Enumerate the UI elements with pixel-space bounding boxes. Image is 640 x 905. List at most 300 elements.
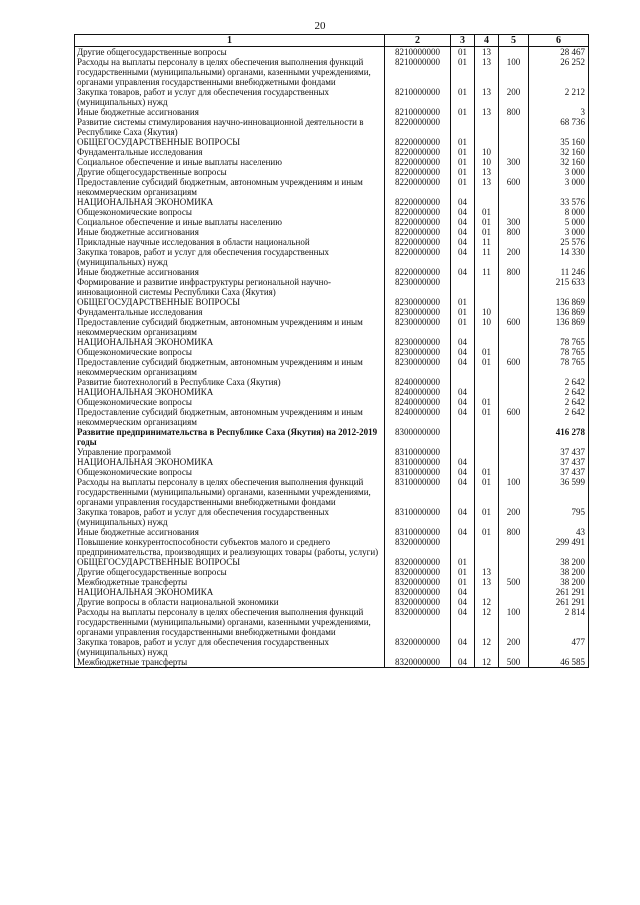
row-name-cell: Другие вопросы в области национальной экономики [75,597,385,607]
row-subsection-cell: 10 [475,157,499,167]
row-expense-type-cell [499,377,529,387]
row-section-cell: 04 [451,207,475,217]
row-code-cell: 8230000000 [385,317,451,337]
row-amount-cell: 2 642 [529,387,589,397]
row-code-cell: 8230000000 [385,357,451,377]
row-name-cell: Закупка товаров, работ и услуг для обеспечения государственных (муниципальных) нужд [75,507,385,527]
table-row [75,147,589,157]
table-row [75,357,589,377]
row-section-cell [451,277,475,297]
row-expense-type-cell [499,397,529,407]
row-expense-type-cell [499,447,529,457]
table-row [75,637,589,657]
row-name-cell: НАЦИОНАЛЬНАЯ ЭКОНОМИКА [75,387,385,397]
row-name-cell: Межбюджетные трансферты [75,657,385,668]
table-row [75,567,589,577]
column-header-1: 1 [75,35,385,47]
row-code-cell: 8230000000 [385,277,451,297]
row-subsection-cell: 01 [475,207,499,217]
table-row [75,527,589,537]
row-code-cell: 8220000000 [385,247,451,267]
row-expense-type-cell: 100 [499,57,529,87]
row-name-cell: Общеэкономические вопросы [75,467,385,477]
row-expense-type-cell [499,147,529,157]
row-subsection-cell: 13 [475,167,499,177]
row-expense-type-cell: 600 [499,177,529,197]
row-amount-cell: 14 330 [529,247,589,267]
row-name-cell: Общеэкономические вопросы [75,207,385,217]
row-subsection-cell [475,587,499,597]
row-code-cell: 8310000000 [385,507,451,527]
row-subsection-cell: 12 [475,597,499,607]
table-row [75,507,589,527]
row-amount-cell: 416 278 [529,427,589,447]
row-expense-type-cell: 600 [499,407,529,427]
row-code-cell: 8220000000 [385,217,451,227]
column-header-5: 5 [499,35,529,47]
row-code-cell: 8320000000 [385,567,451,577]
row-amount-cell: 8 000 [529,207,589,217]
table-row [75,57,589,87]
table-row [75,47,589,58]
row-section-cell: 01 [451,567,475,577]
row-subsection-cell: 13 [475,47,499,58]
row-name-cell: Закупка товаров, работ и услуг для обеспечения государственных (муниципальных) нужд [75,637,385,657]
row-section-cell: 04 [451,247,475,267]
row-code-cell: 8320000000 [385,637,451,657]
row-amount-cell: 78 765 [529,337,589,347]
table-row [75,267,589,277]
row-name-cell: Социальное обеспечение и иные выплаты населению [75,217,385,227]
table-row [75,477,589,507]
row-code-cell: 8220000000 [385,167,451,177]
column-header-4: 4 [475,35,499,47]
row-code-cell: 8310000000 [385,477,451,507]
column-header-2: 2 [385,35,451,47]
row-section-cell: 04 [451,597,475,607]
row-subsection-cell: 10 [475,307,499,317]
row-code-cell: 8300000000 [385,427,451,447]
row-code-cell: 8220000000 [385,177,451,197]
row-expense-type-cell: 300 [499,157,529,167]
row-expense-type-cell [499,337,529,347]
row-subsection-cell: 13 [475,57,499,87]
table-row [75,337,589,347]
row-amount-cell: 35 160 [529,137,589,147]
table-row [75,467,589,477]
table-row [75,597,589,607]
row-expense-type-cell: 600 [499,357,529,377]
row-amount-cell: 215 633 [529,277,589,297]
row-section-cell: 01 [451,307,475,317]
table-row [75,427,589,447]
row-section-cell: 04 [451,357,475,377]
table-row [75,537,589,557]
row-code-cell: 8230000000 [385,307,451,317]
row-subsection-cell [475,137,499,147]
column-header-6: 6 [529,35,589,47]
table-row [75,347,589,357]
row-expense-type-cell: 800 [499,267,529,277]
row-expense-type-cell [499,427,529,447]
row-section-cell: 04 [451,227,475,237]
row-amount-cell: 38 200 [529,567,589,577]
row-section-cell: 01 [451,557,475,567]
row-name-cell: НАЦИОНАЛЬНАЯ ЭКОНОМИКА [75,337,385,347]
table-row [75,457,589,467]
row-name-cell: НАЦИОНАЛЬНАЯ ЭКОНОМИКА [75,457,385,467]
row-amount-cell: 5 000 [529,217,589,227]
row-name-cell: Иные бюджетные ассигнования [75,267,385,277]
row-expense-type-cell [499,457,529,467]
table-row [75,197,589,207]
row-subsection-cell: 13 [475,577,499,587]
row-amount-cell: 43 [529,527,589,537]
row-code-cell: 8220000000 [385,227,451,237]
row-subsection-cell: 12 [475,637,499,657]
row-subsection-cell: 10 [475,317,499,337]
table-row [75,137,589,147]
row-name-cell: Предоставление субсидий бюджетным, автономным учреждениям и иным некоммерческим организациям [75,177,385,197]
row-subsection-cell [475,117,499,137]
page-number: 20 [314,20,326,32]
row-name-cell: Закупка товаров, работ и услуг для обеспечения государственных (муниципальных) нужд [75,247,385,267]
row-subsection-cell: 01 [475,347,499,357]
row-section-cell: 04 [451,397,475,407]
table-row [75,587,589,597]
table-row [75,157,589,167]
row-amount-cell: 2 642 [529,377,589,387]
row-expense-type-cell: 200 [499,247,529,267]
row-subsection-cell [475,297,499,307]
row-subsection-cell [475,457,499,467]
row-amount-cell: 37 437 [529,447,589,457]
row-amount-cell: 261 291 [529,587,589,597]
row-expense-type-cell [499,167,529,177]
row-section-cell: 01 [451,157,475,167]
row-section-cell: 04 [451,587,475,597]
table-row [75,87,589,107]
row-amount-cell: 32 160 [529,147,589,157]
row-amount-cell: 136 869 [529,307,589,317]
row-expense-type-cell: 500 [499,577,529,587]
row-amount-cell: 299 491 [529,537,589,557]
row-name-cell: Расходы на выплаты персоналу в целях обеспечения выполнения функций государственными (муниципальными) органами, казенными учреждениями, органами управления государственными внебюджетными фондами [75,57,385,87]
budget-table [74,34,589,668]
row-name-cell: Фундаментальные исследования [75,147,385,157]
row-expense-type-cell: 300 [499,217,529,227]
row-section-cell [451,377,475,387]
row-subsection-cell: 01 [475,477,499,507]
table-row [75,407,589,427]
row-subsection-cell: 10 [475,147,499,157]
row-expense-type-cell: 500 [499,657,529,668]
row-name-cell: Фундаментальные исследования [75,307,385,317]
row-subsection-cell: 01 [475,217,499,227]
row-subsection-cell [475,557,499,567]
row-expense-type-cell [499,387,529,397]
table-body [75,47,589,668]
row-amount-cell: 26 252 [529,57,589,87]
row-subsection-cell: 13 [475,87,499,107]
row-subsection-cell: 01 [475,357,499,377]
row-expense-type-cell: 200 [499,507,529,527]
row-expense-type-cell [499,537,529,557]
row-amount-cell: 38 200 [529,557,589,567]
table-row [75,397,589,407]
row-amount-cell: 795 [529,507,589,527]
row-code-cell: 8220000000 [385,137,451,147]
row-subsection-cell: 01 [475,507,499,527]
row-section-cell: 01 [451,317,475,337]
row-code-cell: 8230000000 [385,337,451,347]
table-header [75,35,589,47]
table-row [75,217,589,227]
row-section-cell: 01 [451,577,475,587]
row-subsection-cell [475,447,499,457]
row-name-cell: Предоставление субсидий бюджетным, автономным учреждениям и иным некоммерческим организациям [75,357,385,377]
row-name-cell: Развитие предпринимательства в Республике Саха (Якутия) на 2012-2019 годы [75,427,385,447]
row-amount-cell: 38 200 [529,577,589,587]
row-expense-type-cell [499,197,529,207]
row-subsection-cell: 11 [475,267,499,277]
row-section-cell: 04 [451,337,475,347]
row-subsection-cell: 01 [475,407,499,427]
row-section-cell: 01 [451,137,475,147]
row-subsection-cell: 12 [475,657,499,668]
row-subsection-cell [475,427,499,447]
row-code-cell: 8240000000 [385,377,451,387]
row-subsection-cell [475,377,499,387]
row-subsection-cell: 01 [475,227,499,237]
row-section-cell: 04 [451,347,475,357]
row-expense-type-cell: 200 [499,637,529,657]
row-subsection-cell [475,387,499,397]
row-section-cell [451,427,475,447]
table-row [75,247,589,267]
row-expense-type-cell [499,567,529,577]
row-expense-type-cell [499,237,529,247]
row-section-cell: 04 [451,467,475,477]
row-code-cell: 8310000000 [385,467,451,477]
row-expense-type-cell [499,277,529,297]
row-code-cell: 8320000000 [385,657,451,668]
table-row [75,447,589,457]
row-subsection-cell [475,537,499,557]
row-section-cell: 04 [451,477,475,507]
row-expense-type-cell: 800 [499,107,529,117]
table-row [75,167,589,177]
row-amount-cell: 2 642 [529,407,589,427]
row-amount-cell: 136 869 [529,297,589,307]
row-section-cell: 01 [451,47,475,58]
row-subsection-cell: 01 [475,397,499,407]
row-section-cell: 01 [451,297,475,307]
row-amount-cell: 28 467 [529,47,589,58]
row-amount-cell: 136 869 [529,317,589,337]
row-name-cell: Прикладные научные исследования в области национальной [75,237,385,247]
row-expense-type-cell: 100 [499,607,529,637]
row-name-cell: Расходы на выплаты персоналу в целях обеспечения выполнения функций государственными (муниципальными) органами, казенными учреждениями, органами управления государственными внебюджетными фондами [75,607,385,637]
row-code-cell: 8230000000 [385,347,451,357]
row-subsection-cell: 13 [475,107,499,117]
row-name-cell: Другие общегосударственные вопросы [75,47,385,58]
row-amount-cell: 68 736 [529,117,589,137]
row-expense-type-cell [499,347,529,357]
row-expense-type-cell: 800 [499,227,529,237]
row-section-cell: 04 [451,387,475,397]
table-row [75,117,589,137]
row-section-cell: 04 [451,237,475,247]
row-code-cell: 8320000000 [385,597,451,607]
table-row [75,207,589,217]
row-code-cell: 8210000000 [385,107,451,117]
row-name-cell: НАЦИОНАЛЬНАЯ ЭКОНОМИКА [75,197,385,207]
row-name-cell: Иные бюджетные ассигнования [75,227,385,237]
row-section-cell: 01 [451,107,475,117]
row-expense-type-cell [499,117,529,137]
row-subsection-cell: 13 [475,177,499,197]
row-name-cell: Закупка товаров, работ и услуг для обеспечения государственных (муниципальных) нужд [75,87,385,107]
row-section-cell: 04 [451,527,475,537]
row-amount-cell: 3 000 [529,177,589,197]
table-row [75,227,589,237]
row-expense-type-cell [499,207,529,217]
row-code-cell: 8230000000 [385,297,451,307]
row-subsection-cell: 01 [475,467,499,477]
row-subsection-cell [475,337,499,347]
row-amount-cell: 2 814 [529,607,589,637]
row-code-cell: 8320000000 [385,587,451,597]
row-amount-cell: 477 [529,637,589,657]
row-amount-cell: 3 000 [529,227,589,237]
row-code-cell: 8320000000 [385,607,451,637]
row-code-cell: 8320000000 [385,557,451,567]
row-section-cell: 01 [451,57,475,87]
table-row [75,607,589,637]
row-amount-cell: 36 599 [529,477,589,507]
row-code-cell: 8310000000 [385,527,451,537]
row-code-cell: 8210000000 [385,87,451,107]
row-name-cell: Иные бюджетные ассигнования [75,527,385,537]
row-expense-type-cell [499,597,529,607]
row-section-cell: 01 [451,167,475,177]
row-subsection-cell: 12 [475,607,499,637]
row-code-cell: 8220000000 [385,147,451,157]
row-name-cell: Общеэкономические вопросы [75,397,385,407]
table-row [75,297,589,307]
row-code-cell: 8210000000 [385,57,451,87]
row-code-cell: 8210000000 [385,47,451,58]
row-expense-type-cell: 100 [499,477,529,507]
row-name-cell: Повышение конкурентоспособности субъектов малого и среднего предпринимательства, производящих и реализующих товары (работы, услуги) [75,537,385,557]
row-amount-cell: 78 765 [529,347,589,357]
row-section-cell: 04 [451,507,475,527]
row-expense-type-cell: 200 [499,87,529,107]
row-name-cell: Расходы на выплаты персоналу в целях обеспечения выполнения функций государственными (муниципальными) органами, казенными учреждениями, органами управления государственными внебюджетными фондами [75,477,385,507]
row-expense-type-cell [499,47,529,58]
table-row [75,557,589,567]
row-amount-cell: 2 212 [529,87,589,107]
row-section-cell: 01 [451,147,475,157]
row-code-cell: 8220000000 [385,117,451,137]
row-code-cell: 8240000000 [385,407,451,427]
row-code-cell: 8220000000 [385,207,451,217]
row-section-cell: 04 [451,407,475,427]
row-name-cell: Формирование и развитие инфраструктуры региональной научно-инновационной системы Республики Саха (Якутия) [75,277,385,297]
row-name-cell: ОБЩЕГОСУДАРСТВЕННЫЕ ВОПРОСЫ [75,137,385,147]
table-row [75,107,589,117]
row-code-cell: 8240000000 [385,397,451,407]
row-section-cell: 04 [451,267,475,277]
row-name-cell: Иные бюджетные ассигнования [75,107,385,117]
row-amount-cell: 261 291 [529,597,589,607]
row-amount-cell: 25 576 [529,237,589,247]
row-code-cell: 8240000000 [385,387,451,397]
row-amount-cell: 11 246 [529,267,589,277]
row-section-cell: 04 [451,637,475,657]
row-amount-cell: 46 585 [529,657,589,668]
row-name-cell: Предоставление субсидий бюджетным, автономным учреждениям и иным некоммерческим организациям [75,317,385,337]
row-amount-cell: 32 160 [529,157,589,167]
row-amount-cell: 37 437 [529,457,589,467]
row-expense-type-cell [499,297,529,307]
row-subsection-cell [475,197,499,207]
row-subsection-cell: 13 [475,567,499,577]
table-row [75,377,589,387]
row-expense-type-cell [499,307,529,317]
row-expense-type-cell [499,557,529,567]
row-code-cell: 8220000000 [385,267,451,277]
row-name-cell: Социальное обеспечение и иные выплаты населению [75,157,385,167]
row-section-cell: 01 [451,177,475,197]
row-name-cell: Предоставление субсидий бюджетным, автономным учреждениям и иным некоммерческим организациям [75,407,385,427]
row-amount-cell: 37 437 [529,467,589,477]
table-row [75,277,589,297]
row-amount-cell: 78 765 [529,357,589,377]
row-section-cell: 04 [451,657,475,668]
table-row [75,307,589,317]
row-code-cell: 8310000000 [385,457,451,467]
row-amount-cell: 33 576 [529,197,589,207]
column-header-3: 3 [451,35,475,47]
row-expense-type-cell [499,467,529,477]
row-code-cell: 8220000000 [385,197,451,207]
table-row [75,177,589,197]
table-row [75,237,589,247]
row-subsection-cell: 11 [475,237,499,247]
row-subsection-cell [475,277,499,297]
table-row [75,387,589,397]
row-name-cell: Развитие системы стимулирования научно-инновационной деятельности в Республике Саха (Якутия) [75,117,385,137]
row-name-cell: ОБЩЕГОСУДАРСТВЕННЫЕ ВОПРОСЫ [75,297,385,307]
row-expense-type-cell: 800 [499,527,529,537]
row-code-cell: 8310000000 [385,447,451,457]
row-section-cell: 04 [451,197,475,207]
row-section-cell: 04 [451,457,475,467]
row-code-cell: 8320000000 [385,577,451,587]
row-code-cell: 8220000000 [385,237,451,247]
row-section-cell: 04 [451,607,475,637]
table-row [75,577,589,587]
row-expense-type-cell [499,137,529,147]
row-name-cell: Межбюджетные трансферты [75,577,385,587]
row-section-cell [451,537,475,557]
row-amount-cell: 3 000 [529,167,589,177]
row-section-cell [451,117,475,137]
row-code-cell: 8220000000 [385,157,451,167]
row-expense-type-cell: 600 [499,317,529,337]
